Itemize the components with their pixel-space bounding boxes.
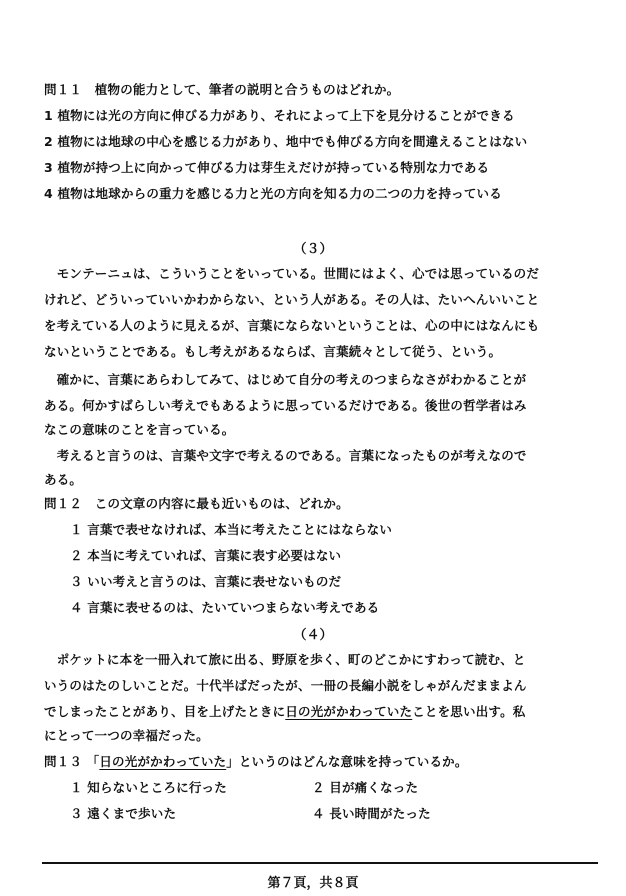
q13-prefix: 問１３ 「 (44, 754, 100, 769)
section-4-line: にとって一つの幸福だった。 (44, 728, 209, 743)
q11-option-1: 1 植物には光の方向に伸びる力があり、それによって上下を見分けることができる (44, 108, 515, 123)
q12-option-2: ２ 本当に考えていれば、言葉に表す必要はない (70, 548, 342, 563)
q11-question: 問１１ 植物の能力として、筆者の説明と合うものはどれか。 (44, 82, 400, 97)
q12-question: 問１２ この文章の内容に最も近いものは、どれか。 (44, 496, 349, 511)
underlined-phrase: 日の光がかわっていた (285, 704, 413, 719)
q13-question (44, 752, 468, 770)
section-3-line: ないということである。もし考えがあるならば、言葉続々として従う、という。 (44, 344, 502, 359)
section-4-line: いうのはたのしいことだ。十代半ばだったが、一冊の長編小説をしゃがんだままよん (44, 678, 527, 693)
footer-divider (42, 862, 598, 864)
q12-option-1: １ 言葉で表せなければ、本当に考えたことにはならない (70, 522, 393, 537)
q13-underlined-phrase: 日の光がかわっていた (99, 754, 227, 769)
q13-option-3: ３ 遠くまで歩いた (70, 806, 177, 821)
section-3-title: （３） (293, 242, 333, 257)
section-3-line: 考えると言うのは、言葉や文字で考えるのである。言葉になったものが考えなので (44, 448, 527, 463)
q11-option-2: 2 植物には地球の中心を感じる力があり、地中でも伸びる方向を間違えることはない (44, 134, 528, 149)
q11-option-3: 3 植物が持つ上に向かって伸びる力は芽生えだけが持っている特別な力である (44, 160, 490, 175)
q13-option-2: ２ 目が痛くなった (312, 780, 419, 795)
q13-option-1: １ 知らないところに行った (70, 780, 227, 795)
section-3-line: ある。何かすばらしい考えでもあるように思っているだけである。後世の哲学者はみ (44, 398, 527, 413)
page-number: 第７頁，共８頁 (267, 876, 359, 891)
section-3-line: を考えている人のように見えるが、言葉にならないということは、心の中にはなんにも (44, 318, 540, 333)
q12-option-3: ３ いい考えと言うのは、言葉に表せないものだ (70, 574, 342, 589)
section-3-line: ある。 (44, 472, 83, 487)
q11-option-4: 4 植物は地球からの重力を感じる力と光の方向を知る力の二つの力を持っている (44, 186, 502, 201)
section-3-line: けれど、どういっていいかわからない、という人がある。その人は、たいへんいいこと (44, 292, 540, 307)
section-4-text: ことを思い出す。私 (412, 704, 526, 719)
q12-option-4: ４ 言葉に表せるのは、たいていつまらない考えである (70, 600, 380, 615)
section-3-line: モンテーニュは、こういうことをいっている。世間にはよく、心では思っているのだ (44, 266, 540, 281)
section-4-line: ポケットに本を一冊入れて旅に出る、野原を歩く、町のどこかにすわって読む、と (44, 652, 526, 667)
section-4-title: （４） (293, 628, 333, 643)
section-3-line: 確かに、言葉にあらわしてみて、はじめて自分の考えのつまらなさがわかることが (44, 372, 527, 387)
section-4-text: でしまったことがあり、目を上げたときに (44, 704, 286, 719)
q13-option-4: ４ 長い時間がたった (312, 806, 431, 821)
section-3-line: なこの意味のことを言っている。 (44, 422, 235, 437)
q13-suffix: 」というのはどんな意味を持っているか。 (226, 754, 468, 769)
section-4-line (44, 702, 526, 720)
